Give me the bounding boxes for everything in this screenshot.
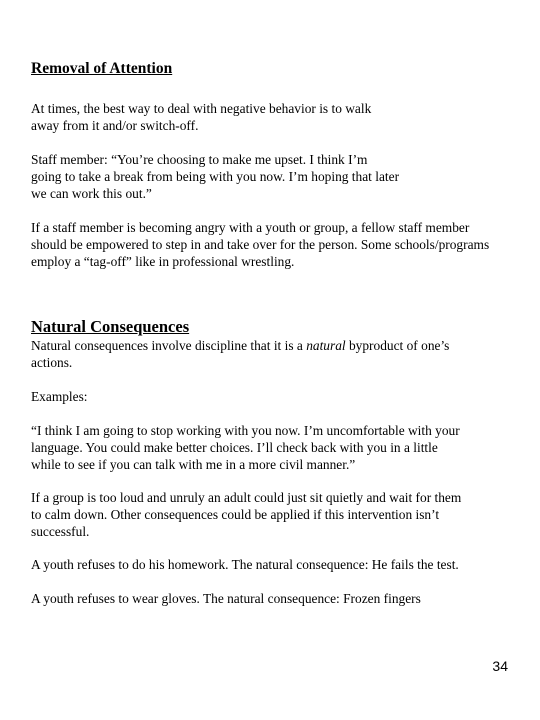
- examples-label: Examples:: [31, 389, 88, 404]
- paragraph-staff-quote: Staff member: “You’re choosing to make me upset. I think I’m going to take a break from being with you now. I’m hoping that later we can work this out.”: [31, 152, 400, 201]
- example-homework: A youth refuses to do his homework. The natural consequence: He fails the test.: [31, 557, 459, 572]
- section-heading-natural-consequences: Natural Consequences: [31, 317, 190, 336]
- section-heading-removal-of-attention: Removal of Attention: [31, 60, 173, 77]
- example-gloves: A youth refuses to wear gloves. The natural consequence: Frozen fingers: [31, 591, 421, 606]
- paragraph-natural-consequences-definition: [31, 337, 449, 371]
- example-quote: “I think I am going to stop working with you now. I’m uncomfortable with your language. You could make better choices. I’ll check back with you in a little while to see if you can talk with me in a more civil manner.”: [31, 423, 460, 472]
- definition-emphasis: natural: [306, 338, 346, 353]
- example-loud-group: If a group is too loud and unruly an adult could just sit quietly and wait for them to calm down. Other consequences could be applied if this intervention isn’t successful.: [31, 490, 462, 539]
- definition-text-end: byproduct of one’s actions.: [31, 338, 450, 370]
- paragraph-tag-off: If a staff member is becoming angry with a youth or group, a fellow staff member should be empowered to step in and take over for the person. Some schools/programs employ a “tag-off” like in professional wrestling.: [31, 220, 490, 269]
- page-number: 34: [492, 658, 508, 674]
- definition-text-start: Natural consequences involve discipline that it is a: [31, 338, 307, 353]
- paragraph-removal-intro: At times, the best way to deal with negative behavior is to walk away from it and/or switch-off.: [31, 101, 372, 133]
